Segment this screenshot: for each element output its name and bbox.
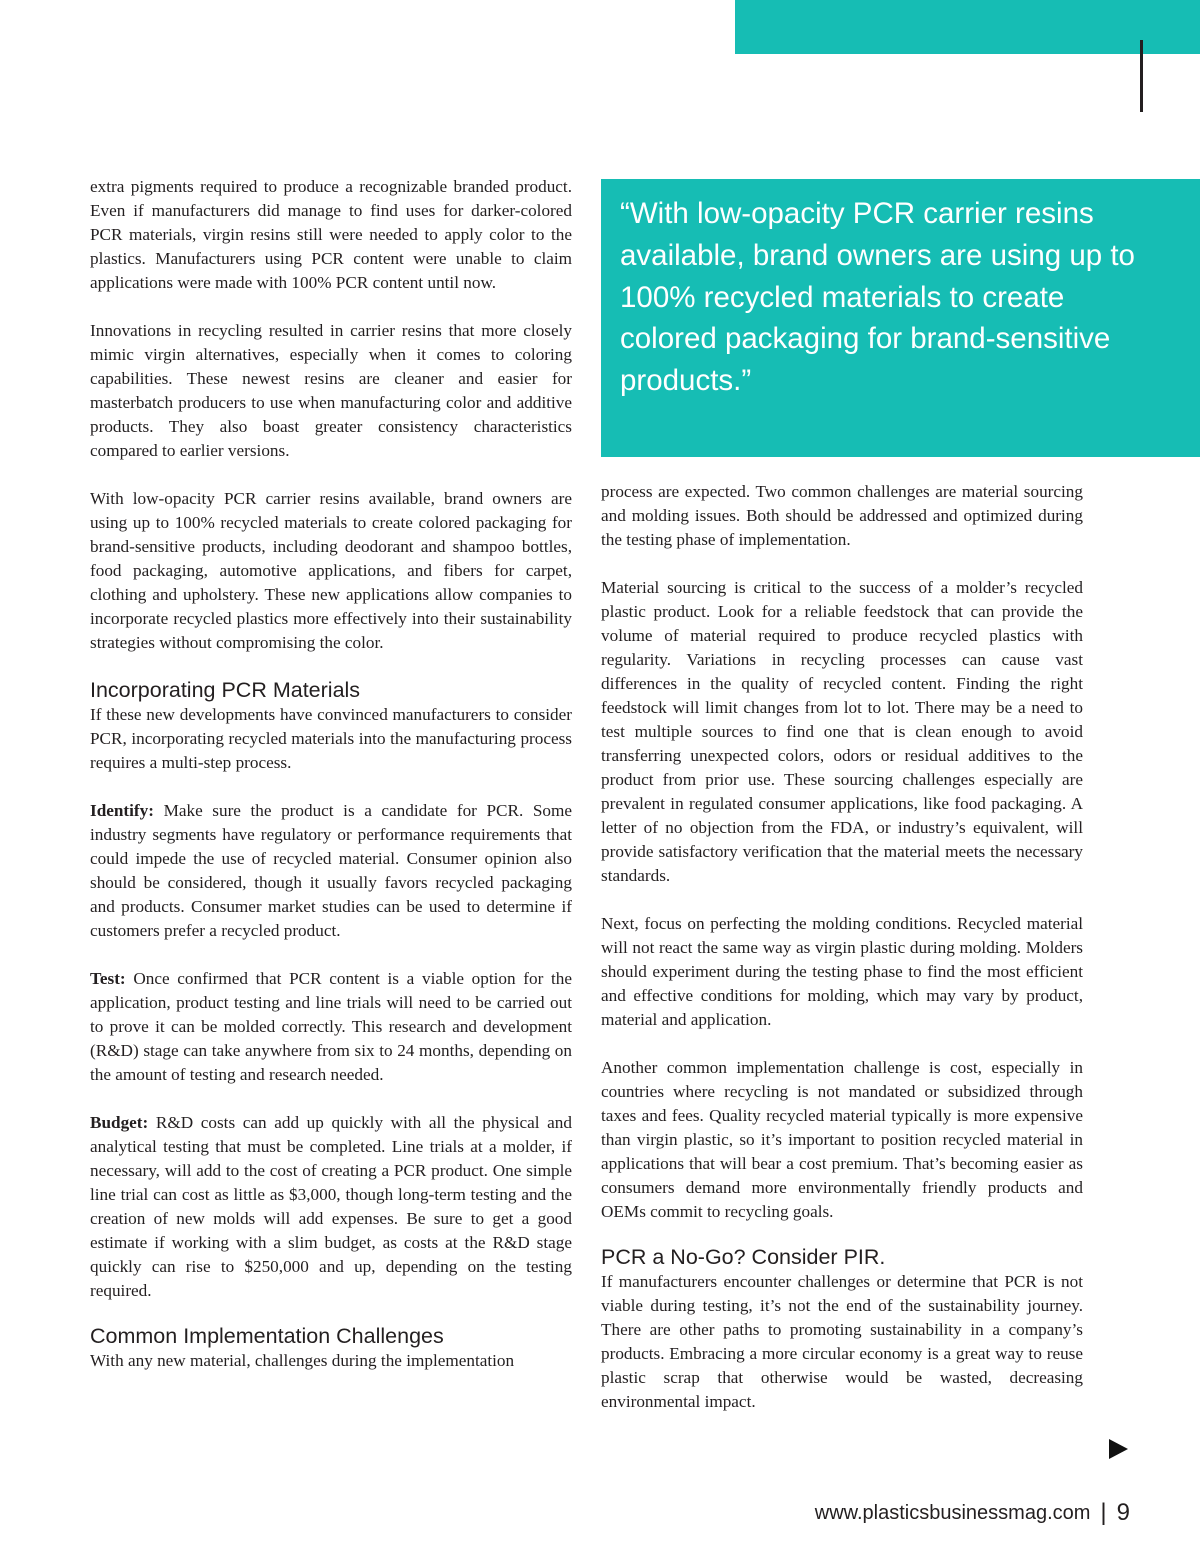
- top-vertical-rule: [1140, 40, 1143, 112]
- pull-quote: [601, 179, 1200, 457]
- left-paragraph-3: With low-opacity PCR carrier resins available, brand owners are using up to 100% recycled materials to create colored packaging for brand-sensitive products, including deodorant and shampoo bottles, food packaging, automotive applications, and fibers for carpet, clothing and upholstery. These new applications allow companies to incorporate recycled plastics more effectively into their sustainability strategies without compromising the color.: [90, 489, 572, 652]
- test-paragraph: [90, 967, 572, 1087]
- right-paragraph-5: If manufacturers encounter challenges or determine that PCR is not viable during testing, it’s not the end of the sustainability journey. There are other paths to promoting sustainability in a company’s products. Embracing a more circular economy is a great way to reuse plastic scrap that otherwise would be wasted, decreasing environmental impact.: [601, 1272, 1083, 1411]
- footer-separator: |: [1100, 1499, 1107, 1526]
- right-paragraph-1: process are expected. Two common challenges are material sourcing and molding issues. Both should be addressed and optimized during the testing phase of implementation.: [601, 482, 1083, 549]
- pull-quote-text: “With low-opacity PCR carrier resins available, brand owners are using up to 100% recycled materials to create colored packaging for brand-sensitive products.”: [620, 197, 1135, 398]
- heading-incorporating-pcr: Incorporating PCR Materials: [90, 678, 361, 702]
- budget-paragraph: [90, 1111, 572, 1303]
- left-paragraph-5: With any new material, challenges during the implementation: [90, 1351, 515, 1370]
- left-paragraph-1: extra pigments required to produce a recognizable branded product. Even if manufacturers did manage to find uses for darker-colored PCR materials, virgin resins still were needed to apply color to the plastics. Manufacturers using PCR content were unable to claim applications were made with 100% PCR content until now.: [90, 177, 572, 292]
- left-paragraph-2: Innovations in recycling resulted in carrier resins that more closely mimic virgin alternatives, especially when it comes to coloring capabilities. These newest resins are cleaner and easier for masterbatch producers to use when manufacturing color and additive products. They also boast greater consistency characteristics compared to earlier versions.: [90, 321, 572, 460]
- budget-label: Budget:: [90, 1113, 149, 1132]
- heading-pcr-no-go: PCR a No-Go? Consider PIR.: [601, 1245, 886, 1269]
- left-column: [90, 175, 572, 1373]
- right-paragraph-4: Another common implementation challenge is cost, especially in countries where recycling is not mandated or subsidized through taxes and fees. Quality recycled material typically is more expensive than virgin plastic, so it’s important to position recycled material in applications that will bear a cost premium. That’s becoming easier as consumers demand more environmentally friendly products and OEMs commit to recycling goals.: [601, 1058, 1083, 1221]
- identify-text: Make sure the product is a candidate for PCR. Some industry segments have regulatory or performance requirements that could impede the use of recycled material. Consumer opinion also should be considered, though it usually favors recycled packaging and products. Consumer market studies can be used to determine if customers prefer a recycled product.: [90, 801, 572, 940]
- heading-common-challenges: Common Implementation Challenges: [90, 1324, 444, 1348]
- play-arrow-icon[interactable]: [1109, 1439, 1128, 1459]
- right-paragraph-3: Next, focus on perfecting the molding conditions. Recycled material will not react the same way as virgin plastic during molding. Molders should experiment during the testing phase to find the most efficient and effective conditions for molding, which may vary by product, material and application.: [601, 914, 1083, 1029]
- test-label: Test:: [90, 969, 126, 988]
- test-text: Once confirmed that PCR content is a viable option for the application, product testing and line trials will need to be carried out to prove it can be molded correctly. This research and development (R&D) stage can take anywhere from six to 24 months, depending on the amount of testing and research needed.: [90, 969, 572, 1084]
- top-accent-bar: [735, 0, 1200, 54]
- right-column: [601, 480, 1083, 1414]
- budget-text: R&D costs can add up quickly with all the physical and analytical testing that must be completed. Line trials at a molder, if necessary, will add to the cost of creating a PCR product. One simple line trial can cost as little as $3,000, though long-term testing and the creation of new molds will add expenses. Be sure to get a good estimate if working with a slim budget, as costs at the R&D stage quickly can rise to $250,000 and up, depending on the testing required.: [90, 1113, 572, 1300]
- page-number: 9: [1116, 1499, 1130, 1526]
- right-paragraph-2: Material sourcing is critical to the success of a molder’s recycled plastic product. Look for a reliable feedstock that can provide the volume of material required to produce recycled plastics with regularity. Variations in recycling processes can cause vast differences in the quality of recycled content. Finding the right feedstock will limit changes from lot to lot. There may be a need to test multiple sources to find one that is clean enough to avoid transferring unexpected colors, odors or residual additives to the product from prior use. These sourcing challenges especially are prevalent in regulated consumer applications, like food packaging. A letter of no objection from the FDA, or industry’s equivalent, will provide satisfactory verification that the material meets the necessary standards.: [601, 578, 1083, 885]
- footer-url[interactable]: www.plasticsbusinessmag.com: [814, 1501, 1091, 1524]
- identify-label: Identify:: [90, 801, 154, 820]
- page-footer: [815, 1493, 1130, 1533]
- identify-paragraph: [90, 799, 572, 943]
- left-paragraph-4: If these new developments have convinced manufacturers to consider PCR, incorporating recycled materials into the manufacturing process requires a multi-step process.: [90, 705, 572, 772]
